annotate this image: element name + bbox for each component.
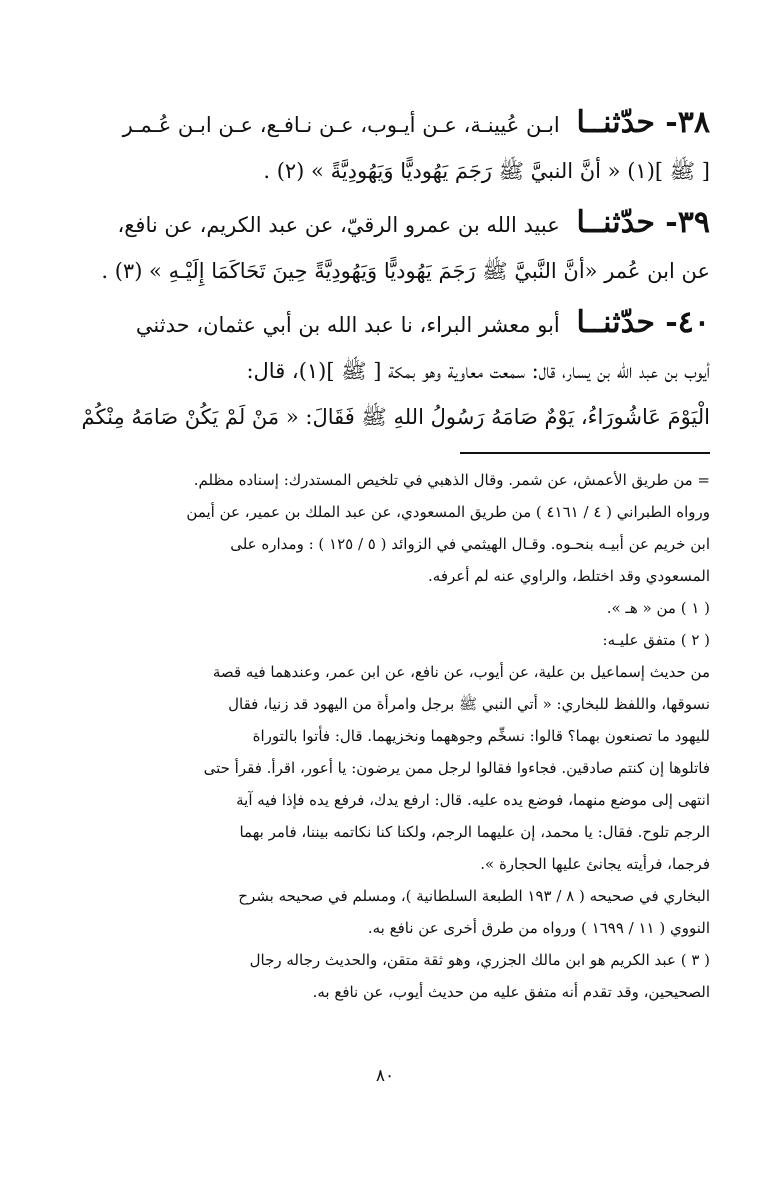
footnote-line: النووي ( ١١ / ١٦٩٩ ) ورواه من طرق أخرى عن نافع به. [367,919,710,937]
footnote-line: لليهود ما تصنعون بهما؟ قالوا: نسخِّم وجوههما ونخزيهما. قال: فأتوا بالتوراة [252,727,710,745]
page-number: ٨٠ [375,1066,395,1086]
footnote-2 [70,624,710,656]
footnotes [70,464,710,1008]
footnote-line: فاتلوها إن كنتم صادقين. فجاءوا فقالوا لرجل ممن يرضون: يا أعور، اقرأ. فقرأ حتى [203,759,710,777]
footnote-label: ( ١ ) [680,599,710,617]
footnote-label: ( ٣ ) [680,951,710,969]
footnote-label: ( ٢ ) [680,631,710,649]
footnote-text: عبد الكريم هو ابن مالك الجزري، وهو ثقة متقن، والحديث رجاله رجال [249,951,676,969]
footnote-line: البخاري في صحيحه ( ٨ / ١٩٣ الطبعة السلطانية )، ومسلم في صحيحه بشرح [238,887,710,905]
hadith-line [70,200,710,248]
footnote-line: من حديث إسماعيل بن علية، عن أيوب، عن نافع، عن ابن عمر، وعندهما فيه قصة [212,663,710,681]
footnote-text: من « هـ ». [606,599,676,617]
hadith-line [70,300,710,348]
hadith-line: أيوب بن عبد الله بن يسار، قال: سمعت معاوية وهو بمكة [ ﷺ ](١)، قال: [246,359,710,383]
footnote-line: فرجما، فرأيته يجانئ عليها الحجارة ». [480,855,710,873]
footnote-line: ابن خريم عن أبيـه بنحـوه. وقـال الهيثمي في الزوائد ( ٥ / ١٢٥ ) : ومداره على [230,535,710,553]
hadith-39 [70,200,710,294]
hadith-text: ابـن عُيينـة، عـن أيـوب، عـن نـافـع، عـن ابـن عُـمـر [122,113,560,137]
hadith-heading: ٣٩- حدّثنــا [576,205,710,240]
footnote-line: ورواه الطبراني ( ٤ / ٤١٦١ ) من طريق المسعودي، عن عبد الملك بن عمير، عن أيمن [186,503,710,521]
footnote-line: الرجم تلوح. فقال: يا محمد، إن عليهما الرجم، ولكنا كنا نكاتمه بيننا، فامر بهما [239,823,710,841]
hadith-40 [70,300,710,440]
hadith-line [70,100,710,148]
hadith-heading: ٤٠- حدّثنــا [576,305,710,340]
hadith-heading: ٣٨- حدّثنــا [576,105,710,140]
footnote-separator [460,452,710,454]
hadith-text: عبيد الله بن عمرو الرقيّ، عن عبد الكريم، عن نافع، [117,213,560,237]
footnote-1 [70,592,710,624]
footnote-text: متفق عليـه: [602,631,676,649]
footnote-line: نسوقها، واللفظ للبخاري: « أتي النبي ﷺ برجل وامرأة من اليهود قد زنيا، فقال [228,695,710,713]
footnote-line: انتهى إلى موضع منهما، فوضع يده عليه. قال: ارفع يدك، فرفع يده فإذا فيه آية [236,791,710,809]
footnote-line: = من طريق الأعمش، عن شمر. وقال الذهبي في تلخيص المستدرك: إسناده مظلم. [193,471,710,489]
hadith-line: [ ﷺ ](١) « أنَّ النبيَّ ﷺ رَجَمَ يَهُوديًّا وَيَهُودِيَّةً » (٢) . [263,159,710,183]
footnote-line: الصحيحين، وقد تقدم أنه متفق عليه من حديث أيوب، عن نافع به. [312,983,710,1001]
book-page [70,100,710,1008]
hadith-38 [70,100,710,194]
footnote-line: المسعودي وقد اختلط، والراوي عنه لم أعرفه. [428,567,710,585]
footnote-3 [70,944,710,976]
hadith-line: عن ابن عُمر «أنَّ النَّبيَّ ﷺ رَجَمَ يَهُوديًّا وَيَهُودِيَّةً حِينَ تَحَاكَمَا إِلَيْـهِ » (٣) . [101,259,710,283]
hadith-text: أبو معشر البراء، نا عبد الله بن أبي عثمان، حدثني [135,313,560,337]
hadith-line: الْيَوْمَ عَاشُورَاءُ، يَوْمٌ صَامَهُ رَسُولُ اللهِ ﷺ فَقَالَ: « مَنْ لَمْ يَكُنْ صَامَهُ مِنْكُمْ [81,405,710,429]
